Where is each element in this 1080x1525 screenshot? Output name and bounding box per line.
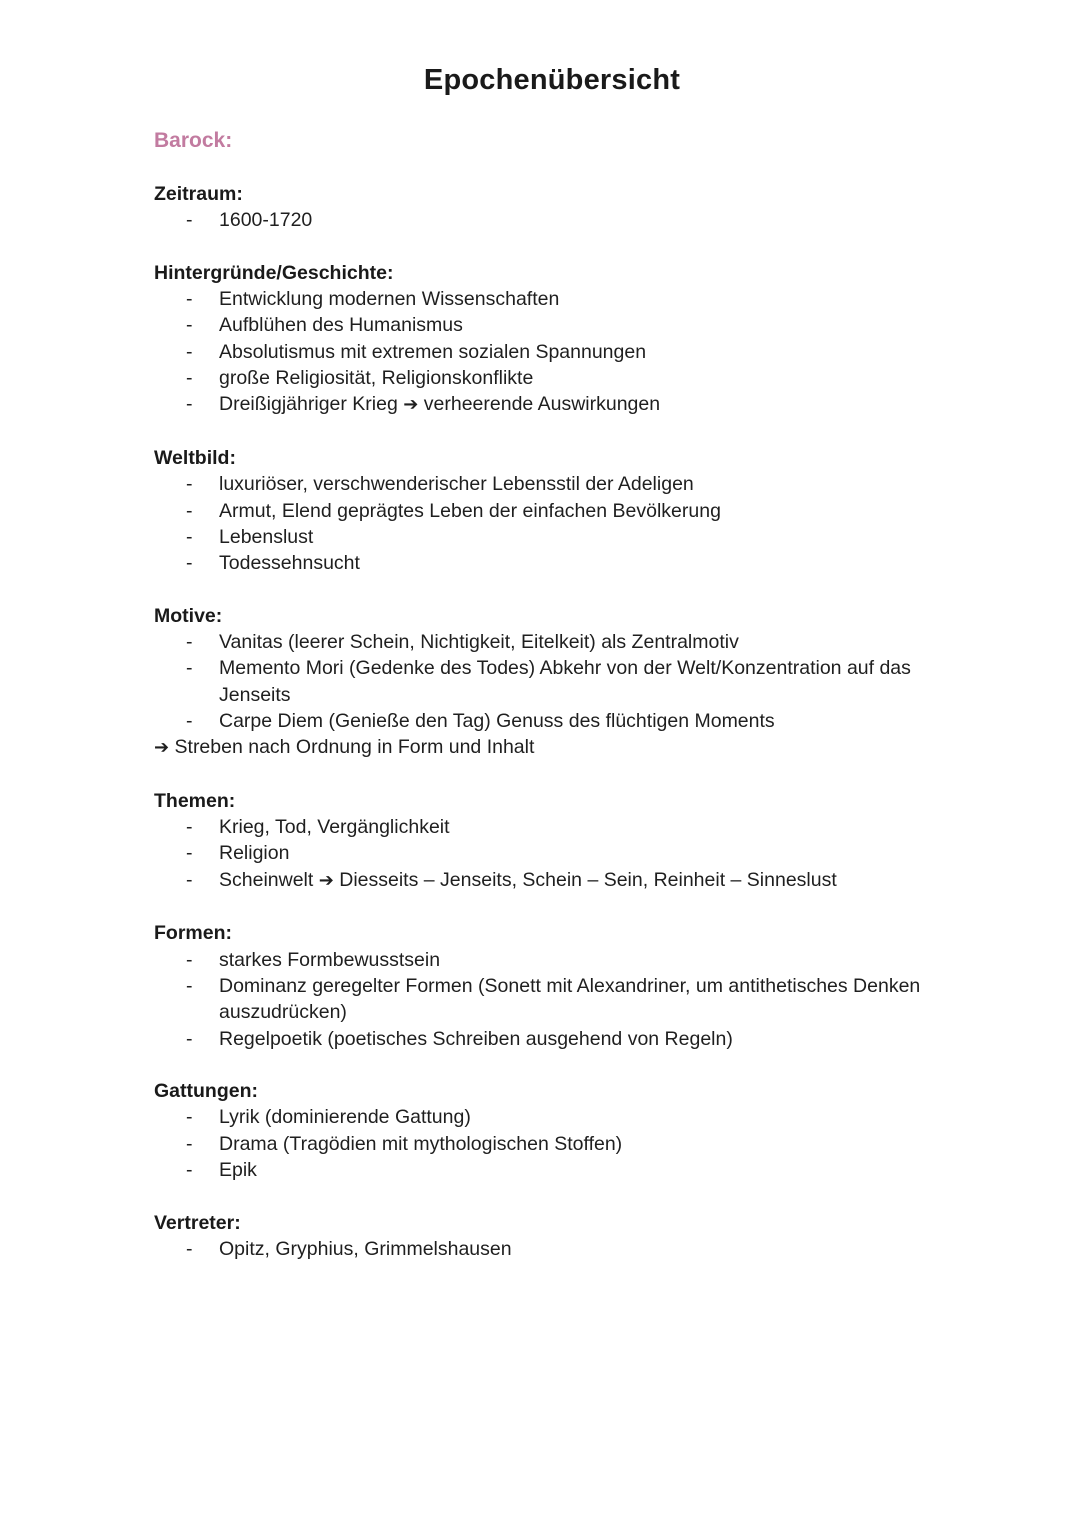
bullet-list [154,1236,954,1262]
epoch-heading: Barock: [154,129,233,152]
bullet-list [154,814,954,894]
dash-bullet: - [186,1027,193,1050]
list-item: - Vanitas (leerer Schein, Nichtigkeit, Eitelkeit) als Zentralmotiv [154,629,954,655]
list-item: - Armut, Elend geprägtes Leben der einfachen Bevölkerung [154,498,954,524]
dash-bullet: - [186,209,193,232]
dash-bullet: - [186,868,193,891]
section-themen [154,788,954,894]
list-item: - Entwicklung modernen Wissenschaften [154,286,954,312]
list-item: - luxuriöser, verschwenderischer Lebensstil der Adeligen [154,471,954,497]
section-heading: Zeitraum: [154,183,243,205]
dash-bullet: - [186,288,193,311]
dash-bullet: - [186,367,193,390]
list-item: - Krieg, Tod, Vergänglichkeit [154,814,954,840]
list-item: - Dominanz geregelter Formen (Sonett mit Alexandriner, um antithetisches Denken auszudrücken) [186,974,921,1024]
section-vertreter [154,1210,954,1263]
dash-bullet: - [186,974,193,997]
dash-bullet: - [186,1106,193,1129]
bullet-list [154,207,954,233]
list-item: - Scheinwelt ➔ Diesseits – Jenseits, Schein – Sein, Reinheit – Sinneslust [154,867,954,894]
section-heading: Hintergründe/Geschichte: [154,261,394,284]
section-heading: Formen: [154,922,232,945]
list-item: - Absolutismus mit extremen sozialen Spannungen [154,339,954,365]
dash-bullet: - [186,314,193,337]
dash-bullet: - [186,552,193,575]
dash-bullet: - [186,1237,193,1260]
list-item: - Memento Mori (Gedenke des Todes) Abkehr von der Welt/Konzentration auf das Jenseits [186,657,911,706]
list-item: - Carpe Diem (Genieße den Tag) Genuss des flüchtigen Moments [154,708,954,734]
section-heading: Themen: [154,789,236,812]
section-heading: Gattungen: [154,1080,258,1103]
list-item: - Regelpoetik (poetisches Schreiben ausgehend von Regeln) [154,1026,954,1052]
section-heading: Motive: [154,604,223,627]
list-item: - große Religiosität, Religionskonflikte [154,365,954,391]
dash-bullet: - [186,948,193,971]
dash-bullet: - [186,473,193,496]
list-item: - Opitz, Gryphius, Grimmelshausen [154,1236,954,1262]
arrow-icon: ➔ [403,394,419,416]
section-weltbild [154,445,954,576]
arrow-icon: ➔ [154,737,170,759]
bullet-list [154,629,954,734]
arrow-icon: ➔ [318,869,334,891]
dash-bullet: - [186,1132,193,1155]
section-hintergruende [154,260,954,419]
dash-bullet: - [186,1158,193,1181]
section-heading: Vertreter: [154,1211,241,1234]
list-item: - Todessehnsucht [154,550,954,576]
dash-bullet: - [186,816,193,839]
list-item: - Lebenslust [154,524,954,550]
dash-bullet: - [186,709,193,732]
dash-bullet: - [186,657,193,680]
section-formen [154,920,954,1051]
list-item: - Drama (Tragödien mit mythologischen Stoffen) [154,1131,954,1157]
bullet-list [154,1104,954,1183]
section-heading: Weltbild: [154,446,236,469]
list-item: - Epik [154,1157,954,1183]
list-item: - Aufblühen des Humanismus [154,312,954,338]
dash-bullet: - [186,525,193,548]
dash-bullet: - [186,842,193,865]
section-gattungen [154,1078,954,1183]
conclusion-line: ➔ Streben nach Ordnung in Form und Inhalt [154,736,535,759]
bullet-list [154,947,954,1052]
section-zeitraum [154,181,954,234]
list-item: - Lyrik (dominierende Gattung) [154,1104,954,1130]
list-item: - starkes Formbewusstsein [154,947,954,973]
dash-bullet: - [186,499,193,522]
list-item: - Religion [154,840,954,866]
bullet-list [154,471,954,576]
bullet-list [154,286,954,418]
list-item: - 1600-1720 [154,207,954,233]
document-content [154,126,954,1288]
dash-bullet: - [186,340,193,363]
dash-bullet: - [186,393,193,416]
list-item: - Dreißigjähriger Krieg ➔ verheerende Auswirkungen [154,391,954,418]
section-motive [154,603,954,762]
dash-bullet: - [186,631,193,654]
page-title: Epochenübersicht [423,64,681,96]
